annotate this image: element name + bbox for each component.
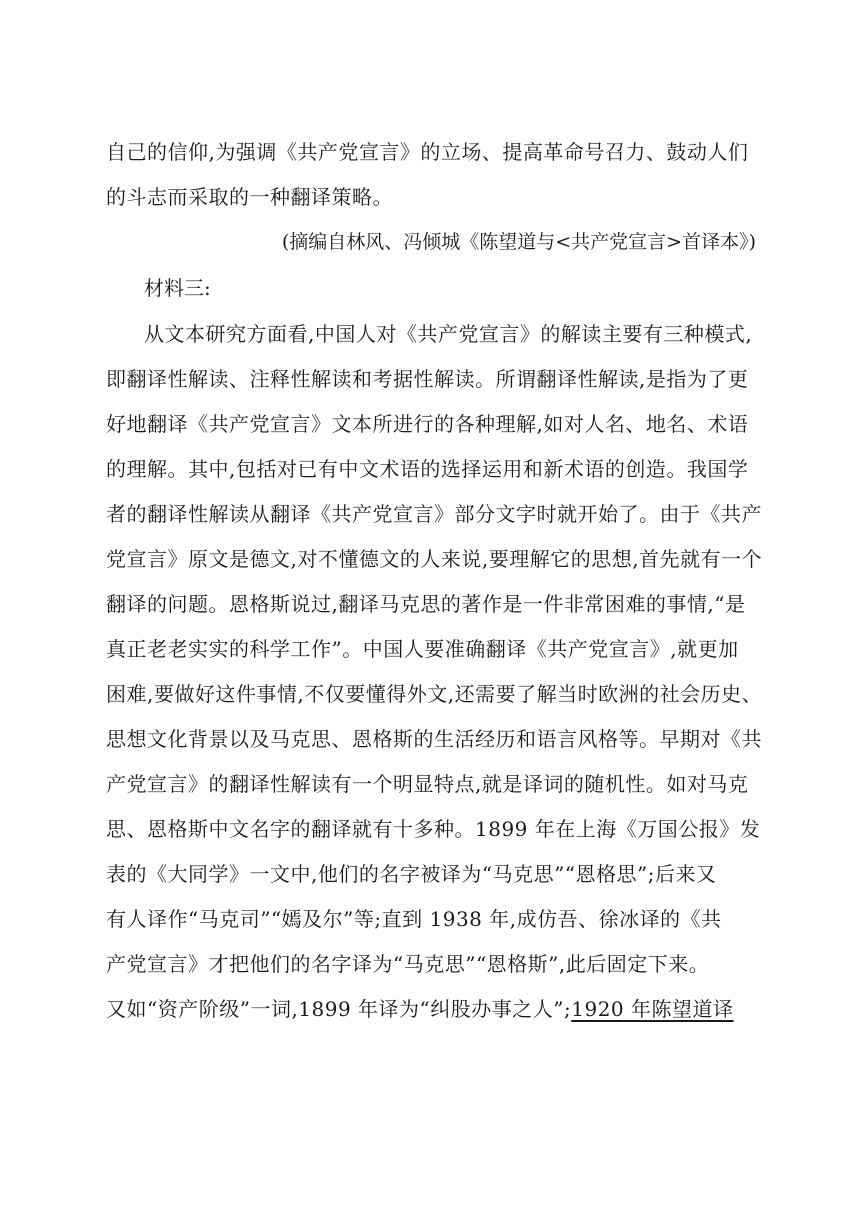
paragraph-line: 的理解。其中,包括对已有中文术语的选择运用和新术语的创造。我国学 xyxy=(106,457,749,481)
paragraph-line: 困难,要做好这件事情,不仅要懂得外文,还需要了解当时欧洲的社会历史、 xyxy=(106,682,763,706)
paragraph-line: 有人译作“马克司”“嫣及尔”等;直到 1938 年,成仿吾、徐冰译的《共 xyxy=(106,907,722,931)
paragraph-line: 翻译的问题。恩格斯说过,翻译马克思的著作是一件非常困难的事情,“是 xyxy=(106,592,746,616)
underlined-text: 1920 年陈望道译 xyxy=(571,997,734,1021)
paragraph-line: 思、恩格斯中文名字的翻译就有十多种。1899 年在上海《万国公报》发 xyxy=(106,817,761,841)
paragraph-line: 真正老老实实的科学工作”。中国人要准确翻译《共产党宣言》,就更加 xyxy=(106,637,739,661)
paragraph-line: 党宣言》原文是德文,对不懂德文的人来说,要理解它的思想,首先就有一个 xyxy=(106,547,763,571)
paragraph-line: 好地翻译《共产党宣言》文本所进行的各种理解,如对人名、地名、术语 xyxy=(106,412,749,436)
source-citation: (摘编自林风、冯倾城《陈望道与<共产党宣言>首译本》) xyxy=(281,231,756,253)
paragraph-line xyxy=(106,989,746,1029)
section-heading: 材料三: xyxy=(144,276,211,300)
paragraph-text: 又如“资产阶级”一词,1899 年译为“纠股办事之人”; xyxy=(106,997,572,1021)
paragraph-line: 即翻译性解读、注释性解读和考据性解读。所谓翻译性解读,是指为了更 xyxy=(106,367,749,391)
paragraph-line: 从文本研究方面看,中国人对《共产党宣言》的解读主要有三种模式, xyxy=(144,322,753,346)
paragraph-line: 者的翻译性解读从翻译《共产党宣言》部分文字时就开始了。由于《共产 xyxy=(106,502,762,526)
paragraph-line: 思想文化背景以及马克思、恩格斯的生活经历和语言风格等。早期对《共 xyxy=(106,727,762,751)
paragraph-line: 的斗志而采取的一种翻译策略。 xyxy=(106,185,393,209)
paragraph-line: 产党宣言》才把他们的名字译为“马克思”“恩格斯”,此后固定下来。 xyxy=(106,952,710,976)
paragraph-line: 表的《大同学》一文中,他们的名字被译为“马克思”“恩格思”;后来又 xyxy=(106,862,717,886)
paragraph-line: 产党宣言》的翻译性解读有一个明显特点,就是译词的随机性。如对马克 xyxy=(106,772,749,796)
paragraph-line: 自己的信仰,为强调《共产党宣言》的立场、提高革命号召力、鼓动人们 xyxy=(106,140,749,164)
